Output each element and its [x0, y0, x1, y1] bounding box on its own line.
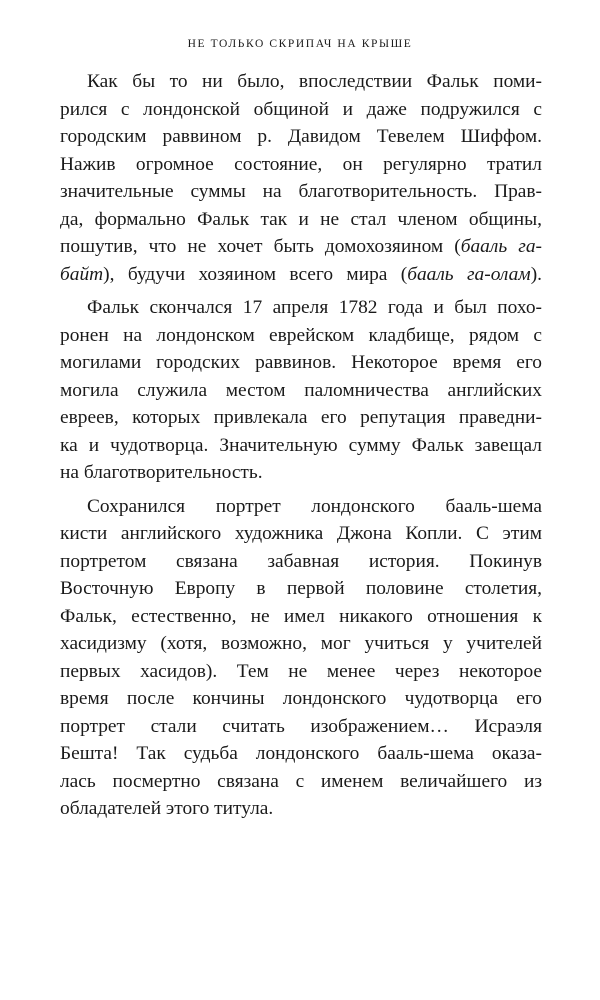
- text-line: [60, 740, 542, 768]
- text-run: пошутив, что не хочет быть домохозяином (: [60, 236, 461, 257]
- text-line: [60, 96, 542, 124]
- text-run: портретом связана забавная история. Покинув: [60, 550, 542, 572]
- text-run: хасидизму (хотя, возможно, мог учиться у учителей: [60, 633, 542, 654]
- text-run: ка и чудотворца. Значительную сумму Фальк завещал: [60, 434, 542, 456]
- text-run: лась посмертно связана с именем величайшего из: [60, 770, 542, 792]
- text-line: [60, 493, 542, 521]
- text-line: [60, 459, 542, 487]
- text-run: Сохранился портрет лондонского бааль-шема: [87, 495, 542, 517]
- text-run: Бешта! Так судьба лондонского бааль-шема оказа-: [60, 743, 542, 764]
- text-run: евреев, которых привлекала его репутация праведни-: [60, 407, 542, 428]
- text-run: время после кончины лондонского чудотворца его: [60, 688, 542, 709]
- italic-term: бааль га-: [460, 236, 542, 257]
- paragraph-3: [60, 493, 542, 823]
- text-line: [60, 575, 542, 603]
- text-run: Фальк, естественно, не имел никакого отношения к: [60, 605, 542, 627]
- text-line: [60, 178, 542, 206]
- text-line: [60, 294, 542, 322]
- italic-term: байт: [60, 263, 104, 285]
- text-run: на благотворительность.: [60, 462, 263, 483]
- text-run: портрет стали считать изображением… Исраэля: [60, 715, 542, 737]
- text-run: первых хасидов). Тем не менее через некоторое: [60, 660, 542, 682]
- text-line: [60, 151, 542, 179]
- text-line: [60, 658, 542, 686]
- text-run: Фальк скончался 17 апреля 1782 года и был похо-: [87, 297, 542, 318]
- text-line: [60, 68, 542, 96]
- text-line: [60, 603, 542, 631]
- running-head: НЕ ТОЛЬКО СКРИПАЧ НА КРЫШЕ: [187, 38, 413, 50]
- italic-term: бааль га-олам: [407, 263, 531, 285]
- text-run: значительные суммы на благотворительность. Прав-: [60, 181, 542, 202]
- text-line: [60, 322, 542, 350]
- text-run: Восточную Европу в первой половине столетия,: [60, 578, 542, 599]
- text-line: [60, 349, 542, 377]
- text-line: [60, 206, 542, 234]
- text-line: [60, 404, 542, 432]
- text-run: Как бы то ни было, впоследствии Фальк поми-: [87, 71, 542, 92]
- text-run: рился с лондонской общиной и даже подружился с: [60, 98, 542, 120]
- text-line: [60, 713, 542, 741]
- text-line: [60, 768, 542, 796]
- text-run: ), будучи хозяином всего мира (: [103, 263, 408, 285]
- text-run: могилами городских раввинов. Некоторое время его: [60, 352, 542, 373]
- text-run: городским раввином р. Давидом Тевелем Шиффом.: [60, 126, 542, 147]
- text-line: [60, 123, 542, 151]
- text-line: [60, 630, 542, 658]
- text-line: [60, 520, 542, 548]
- text-run: да, формально Фальк так и не стал членом общины,: [60, 208, 542, 230]
- text-line: [60, 432, 542, 460]
- text-line: [60, 377, 542, 405]
- text-run: кисти английского художника Джона Копли. С этим: [60, 523, 542, 544]
- text-line: [60, 685, 542, 713]
- paragraph-1: [60, 68, 542, 288]
- text-run: обладателей этого титула.: [60, 798, 274, 819]
- text-run: Нажив огромное состояние, он регулярно тратил: [60, 153, 542, 175]
- body-text: [60, 68, 542, 829]
- text-run: ронен на лондонском еврейском кладбище, рядом с: [60, 324, 542, 346]
- text-run: могила служила местом паломничества английских: [60, 379, 542, 401]
- text-line: [60, 233, 542, 261]
- text-run: ).: [530, 263, 542, 285]
- text-line: [60, 548, 542, 576]
- paragraph-2: [60, 294, 542, 487]
- text-line: [60, 261, 542, 289]
- text-line: [60, 795, 542, 823]
